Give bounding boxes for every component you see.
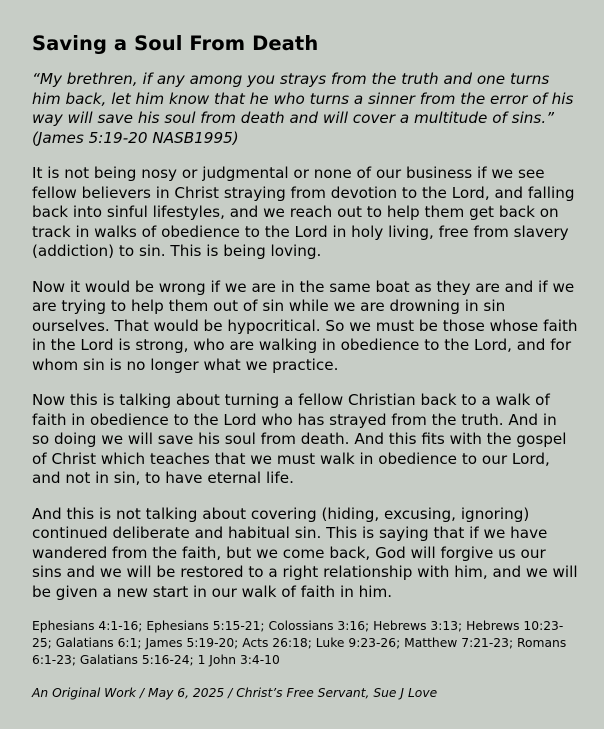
body-paragraph-2: Now it would be wrong if we are in the same boat as they are and if we are trying to help them out of sin while we are drowning in sin ourselves. That would be hypocritical. So we must be those whose faith in the Lord is strong, who are walking in obedience to the Lord, and for whom sin is no longer what we practice. xyxy=(32,277,578,374)
author-credit: An Original Work / May 6, 2025 / Christ’s Free Servant, Sue J Love xyxy=(32,686,438,700)
body-paragraph-3: Now this is talking about turning a fellow Christian back to a walk of faith in obedience to the Lord who has strayed from the truth. And in so doing we will save his soul from death. And this fits with the gospel of Christ which teaches that we must walk in obedience to our Lord, and not in sin, to have eternal life. xyxy=(32,391,567,487)
scripture-references: Ephesians 4:1-16; Ephesians 5:15-21; Colossians 3:16; Hebrews 3:13; Hebrews 10:23-25; Galatians 6:1; James 5:19-20; Acts 26:18; Luke 9:23-26; Matthew 7:21-23; Romans 6:1-23; Galatians 5:16-24; 1 John 3:4-10 xyxy=(32,619,567,667)
scripture-quote: “My brethren, if any among you strays from the truth and one turns him back, let him know that he who turns a sinner from the error of his way will save his soul from death and will cover a multitude of sins.” (James 5:19-20 NASB1995) xyxy=(32,70,574,147)
page-title: Saving a Soul From Death xyxy=(32,32,319,55)
body-paragraph-4: And this is not talking about covering (hiding, excusing, ignoring) continued deliberate and habitual sin. This is saying that if we have wandered from the faith, but we come back, God will forgive us our sins and we will be restored to a right relationship with him, and we will be given a new start in our walk of faith in him. xyxy=(32,504,578,601)
body-paragraph-1: It is not being nosy or judgmental or none of our business if we see fellow believers in Christ straying from devotion to the Lord, and falling back into sinful lifestyles, and we reach out to help them get back on track in walks of obedience to the Lord in holy living, free from slavery (addiction) to sin. This is being loving. xyxy=(32,164,575,260)
